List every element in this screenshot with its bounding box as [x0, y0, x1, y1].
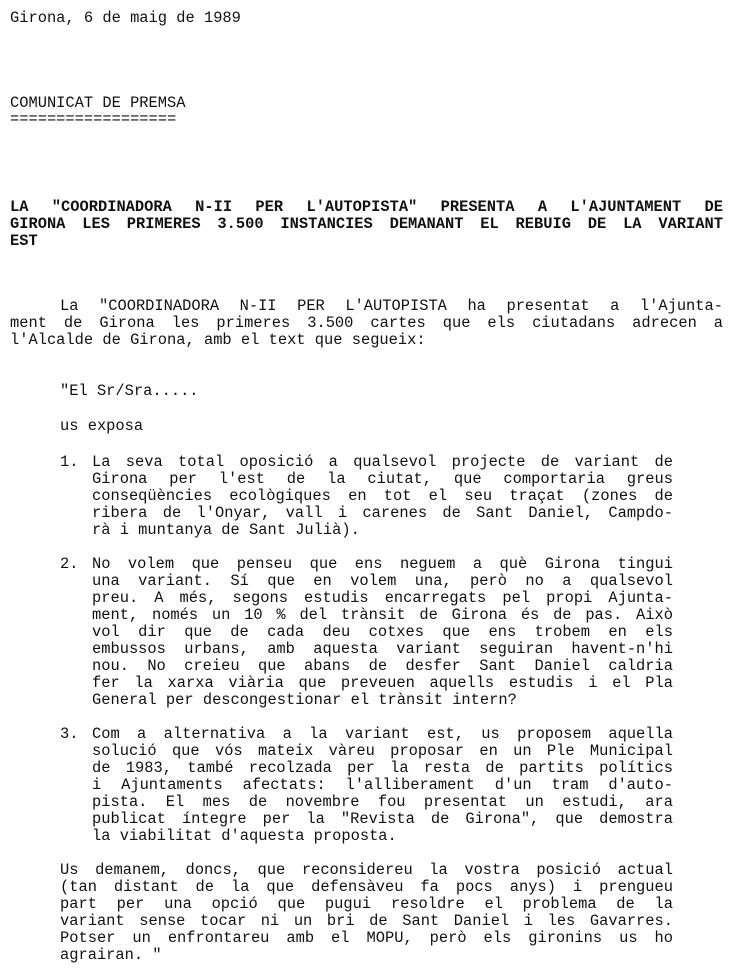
document-date: Girona, 6 de maig de 1989 — [10, 9, 241, 27]
point-line: ribera de l'Onyar, vall i carenes de Sant Daniel, Campdo- — [92, 504, 673, 522]
point-line: La seva total oposició a qualsevol projecte de variant de — [92, 453, 673, 471]
point-line: vol dir que de cada deu cotxes que ens trobem en els — [92, 623, 673, 641]
section-title: COMUNICAT DE PREMSA — [10, 94, 186, 112]
closing-line: Us demanem, doncs, que reconsidereu la vostra posició actual — [60, 861, 673, 879]
point-number: 2. — [60, 555, 79, 573]
point-number: 3. — [60, 725, 79, 743]
point-line: de 1983, també recolzada per la resta de partits polítics — [92, 759, 673, 777]
headline-line: LA "COORDINADORA N-II PER L'AUTOPISTA" PRESENTA A L'AJUNTAMENT DE — [10, 198, 723, 216]
point-line: fer la xarxa viària que preveuen aquells estudis i el Pla — [92, 674, 673, 692]
headline-line: EST — [10, 232, 38, 250]
point-line: una variant. Sí que en volem una, però no a qualsevol — [92, 572, 673, 590]
point-line: ment, només un 10 % del trànsit de Girona és de pas. Això — [92, 606, 673, 624]
point-line: conseqüències ecològiques en tot el seu traçat (zones de — [92, 487, 673, 505]
point-line: nou. No creieu que abans de desfer Sant Daniel caldria — [92, 657, 673, 675]
point-line: i Ajuntaments afectats: l'alliberament d'un tram d'auto- — [92, 776, 673, 794]
headline-line: GIRONA LES PRIMERES 3.500 INSTANCIES DEMANANT EL REBUIG DE LA VARIANT — [10, 215, 723, 233]
point-line: preu. A més, segons estudis encarregats pel propi Ajunta- — [92, 589, 673, 607]
closing-line: part per una opció que pugui resoldre el problema de la — [60, 895, 673, 913]
paragraph-line: La "COORDINADORA N-II PER L'AUTOPISTA ha presentat a l'Ajunta- — [60, 297, 723, 315]
letter-exposes: us exposa — [60, 417, 144, 435]
point-line: rà i muntanya de Sant Julià). — [92, 521, 360, 539]
point-line: General per descongestionar el trànsit intern? — [92, 691, 517, 709]
point-line: la viabilitat d'aquesta proposta. — [92, 827, 397, 845]
paragraph-line: l'Alcalde de Girona, amb el text que segueix: — [10, 331, 426, 349]
point-line: solució que vós mateix vàreu proposar en un Ple Municipal — [92, 742, 673, 760]
closing-line: Potser un enfrontareu amb el MOPU, però els gironins us ho — [60, 929, 673, 947]
point-line: publicat íntegre per la "Revista de Girona", que demostra — [92, 810, 673, 828]
closing-line: agrairan. " — [60, 946, 162, 964]
letter-salutation: "El Sr/Sra..... — [60, 382, 199, 400]
point-line: Girona per l'est de la ciutat, que comportaria greus — [92, 470, 673, 488]
point-line: No volem que penseu que ens neguem a què Girona tingui — [92, 555, 673, 573]
section-title-underline: ================== — [10, 110, 177, 128]
closing-line: (tan distant de la que defensàveu fa pocs anys) i prengueu — [60, 878, 673, 896]
paragraph-line: ment de Girona les primeres 3.500 cartes que els ciutadans adrecen a — [10, 314, 723, 332]
closing-line: variant sense tocar ni un bri de Sant Daniel i les Gavarres. — [60, 912, 673, 930]
point-line: embussos urbans, amb aquesta variant seguiran havent-n'hi — [92, 640, 673, 658]
point-line: Com a alternativa a la variant est, us proposem aquella — [92, 725, 673, 743]
point-number: 1. — [60, 453, 79, 471]
point-line: pista. El mes de novembre fou presentat un estudi, ara — [92, 793, 673, 811]
